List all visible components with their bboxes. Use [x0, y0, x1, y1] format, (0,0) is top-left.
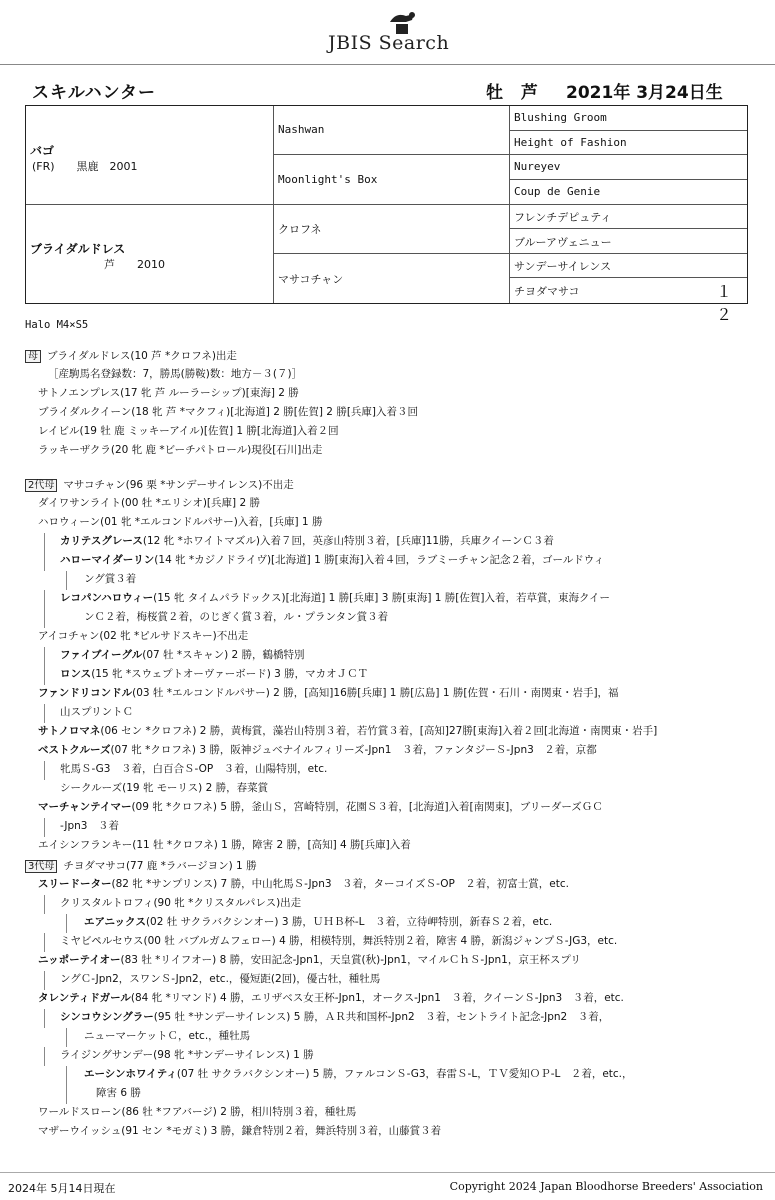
tree-guide [44, 1009, 45, 1028]
sire-name[interactable]: バゴ [30, 144, 55, 158]
g3-2[interactable]: Height of Fashion [514, 136, 627, 149]
record-text: ング賞３着 [84, 573, 137, 585]
family-member-line[interactable] [60, 1009, 609, 1024]
family-member-line[interactable] [60, 704, 133, 719]
dam-info: 芦 2010 [104, 258, 165, 271]
sire-sire[interactable]: Nashwan [278, 123, 325, 136]
g3-section-tag: 3代母 [25, 860, 57, 873]
record-text: ングＣ-Jpn2，スワンＳ-Jpn2，etc.，優短距(2回)，優古牡，種牡馬 [60, 973, 381, 985]
record-text: ダイワサンライト(00 牡 *エリシオ)[兵庫] 2 勝 [38, 497, 260, 509]
family-member-line[interactable] [60, 895, 301, 910]
record-text: クリスタルトロフィ(90 牝 *クリスタルパレス)出走 [60, 897, 302, 909]
tree-guide [44, 933, 45, 952]
footer-date: 2024年 5月14日現在 [8, 1182, 116, 1195]
family-member-line[interactable] [60, 590, 610, 605]
tree-guide [66, 914, 67, 933]
horse-name-bold[interactable]: エーシンホワイティ [84, 1068, 177, 1080]
record-text: (95 牡 *サンデーサイレンス) 5 勝，ＡＲ共和国杯-Jpn2 ３着，セントライト記念-Jpn2 ３着， [153, 1011, 610, 1023]
horse-name-bold[interactable]: レコパンハロウィー [60, 592, 154, 604]
birth-date: 2021年 3月24日生 [566, 83, 723, 103]
family-member-line[interactable] [84, 914, 552, 929]
tree-guide [44, 895, 45, 914]
family-member-line[interactable] [84, 571, 136, 586]
logo-text: JBIS Search [328, 32, 450, 54]
inbreeding-info: Halo M4×S5 [25, 319, 89, 331]
dam-line: ブライダルドレス(10 芦 *クロフネ)出走 [47, 350, 237, 362]
tree-guide [44, 761, 45, 780]
dam-tag: 母 [25, 350, 41, 363]
copyright: Copyright 2024 Japan Bloodhorse Breeders' Association [449, 1180, 763, 1193]
horse-name-bold[interactable]: マーチャンテイマー [38, 801, 132, 813]
record-text: (15 牝 タイムパラドックス)[北海道] 1 勝[兵庫] 3 勝[東海] 1 勝[佐賀]入着，若草賞，東海クイー [153, 592, 610, 604]
record-text: ンＣ２着，梅桜賞２着，のじぎく賞３着，ル・プランタン賞３着 [84, 611, 389, 623]
horse-name-bold[interactable]: カリテスグレース [60, 535, 143, 547]
record-text: マサコチャン(96 栗 *サンデーサイレンス)不出走 [63, 479, 294, 491]
tree-guide [44, 818, 45, 837]
record-text: (07 牡 *スキャン) 2 勝，鶴橋特別 [142, 649, 305, 661]
record-text: (03 牡 *エルコンドルパサー) 2 勝，[高知]16勝[兵庫] 1 勝[広島] 1 勝[佐賀・石川・南関東・岩手]，福 [132, 687, 619, 699]
record-text: (06 セン *クロフネ) 2 勝，黄梅賞，藻岩山特別３着，若竹賞３着，[高知]27勝[東海]入着２回[北海道・南関東・岩手] [100, 725, 658, 737]
family-member-line[interactable] [38, 876, 569, 891]
dam-name[interactable]: ブライダルドレス [30, 242, 126, 256]
record-text: (02 牡 サクラバクシンオー) 3 勝，ＵＨＢ杯-L ３着，立待岬特別，新春Ｓ２着，etc. [145, 916, 553, 928]
family-member-line[interactable] [84, 1028, 250, 1043]
record-text: シークルーズ(19 牝 モーリス) 2 勝，春菜賞 [60, 782, 269, 794]
horse-name-bold[interactable]: サトノロマネ [38, 725, 101, 737]
record-text: エイシンフランキー(11 牡 *クロフネ) 1 勝，障害 2 勝，[高知] 4 勝[兵庫]入着 [38, 839, 411, 851]
g3-7[interactable]: サンデーサイレンス [514, 260, 612, 273]
family-member-line[interactable] [60, 533, 554, 548]
family-member-line[interactable] [38, 837, 411, 852]
tree-guide [44, 590, 45, 609]
tree-guide [66, 1028, 67, 1047]
sire-info: (FR) 黒鹿 2001 [32, 160, 138, 173]
family-member-line[interactable] [38, 685, 619, 700]
record-text: アイコチャン(02 牝 *ピルサドスキー)不出走 [38, 630, 249, 642]
tree-guide [66, 571, 67, 590]
g3-1[interactable]: Blushing Groom [514, 111, 607, 124]
family-member-line[interactable] [38, 1123, 441, 1138]
family-member-line[interactable] [38, 952, 581, 967]
tree-guide [44, 1047, 45, 1066]
tree-guide [44, 704, 45, 723]
family-member-line[interactable] [38, 1104, 356, 1119]
tree-guide [44, 971, 45, 990]
jbis-logo[interactable] [328, 8, 468, 56]
horse-name-bold[interactable]: ニッポーテイオー [38, 954, 121, 966]
family-member-line[interactable] [60, 761, 327, 776]
horse-name-bold[interactable]: ファンドリコンドル [38, 687, 133, 699]
family-member-line[interactable] [60, 780, 268, 795]
record-text: マザーウイッシュ(91 セン *モガミ) 3 勝，鎌倉特別２着，舞浜特別３着，山藤賞３着 [38, 1125, 442, 1137]
record-text: 障害 6 勝 [96, 1087, 141, 1099]
family-member-line[interactable] [84, 609, 388, 624]
record-text: 山スプリントＣ [60, 706, 134, 718]
offspring-line[interactable]: レイビル(19 牡 鹿 ミッキーアイル)[佐賀] 1 勝[北海道]入着２回 [38, 425, 339, 437]
horse-name-bold[interactable]: スリードーター [38, 878, 112, 890]
dam-dam[interactable]: マサコチャン [278, 273, 344, 286]
tree-guide [66, 1066, 67, 1085]
family-member-line[interactable] [38, 799, 603, 814]
g3-section-dam-line [25, 857, 257, 873]
horse-name-bold[interactable]: エアニックス [84, 916, 146, 928]
sire-dam[interactable]: Moonlight's Box [278, 173, 378, 186]
family-member-line[interactable] [60, 552, 604, 567]
family-member-line[interactable] [38, 628, 248, 643]
record-text: (09 牝 *クロフネ) 5 勝，釜山Ｓ，宮崎特別，花園Ｓ３着，[北海道]入着[南関東]，ブリーダーズＧＣ [131, 801, 603, 813]
record-text: (07 牡 サクラバクシンオー) 5 勝，ファルコンＳ-G3，春雷Ｓ-L，ＴＶ愛知ＯＰ-L ２着，etc.， [176, 1068, 633, 1080]
tree-guide [44, 609, 45, 628]
tree-guide [44, 552, 45, 571]
record-text: (07 牝 *クロフネ) 3 勝，阪神ジュベナイルフィリーズ-Jpn1 ３着，ファンタジーＳ-Jpn3 ２着，京都 [110, 744, 597, 756]
record-text: (15 牝 *スウェプトオーヴァーボード) 3 勝，マカオＪＣＴ [91, 668, 369, 680]
family-member-line[interactable] [84, 1066, 633, 1081]
dam-sire[interactable]: クロフネ [278, 223, 322, 236]
g2-section-tag: 2代母 [25, 479, 57, 492]
family-member-line[interactable] [60, 933, 617, 948]
pedigree-table [25, 105, 748, 324]
produce-summary: ［産駒馬名登録数：7，勝馬(勝鞍)数：地方－３(７)］ [48, 368, 303, 380]
sex-color: 牡 芦 [486, 83, 544, 103]
horse-name-bold[interactable]: タレンティドガール [38, 992, 131, 1004]
horse-name-bold[interactable]: ファイブイーグル [60, 649, 143, 661]
record-text: ライジングサンデー(98 牝 *サンデーサイレンス) 1 勝 [60, 1049, 314, 1061]
family-member-line[interactable] [60, 818, 119, 833]
family-member-line[interactable] [38, 495, 260, 510]
horse-name-bold[interactable]: ベストクルーズ [38, 744, 111, 756]
g3-3[interactable]: Nureyev [514, 160, 561, 173]
g3-4[interactable]: Coup de Genie [514, 185, 601, 198]
header-divider [0, 64, 775, 65]
offspring-line[interactable]: サトノエンプレス(17 牝 芦 ルーラーシップ)[東海] 2 勝 [38, 387, 299, 399]
record-text: ワールドスローン(86 牡 *フアバージ) 2 勝，相川特別３着，種牡馬 [38, 1106, 357, 1118]
family-member-line[interactable] [60, 666, 368, 681]
record-text: チヨダマサコ(77 鹿 *ラバージヨン) 1 勝 [63, 860, 257, 872]
g3-6[interactable]: ブルーアヴェニュー [514, 236, 612, 249]
tree-guide [44, 647, 45, 666]
family-member-line[interactable] [60, 971, 380, 986]
horse-name-bold[interactable]: ロンス [60, 668, 92, 680]
record-text: (84 牝 *リマンド) 4 勝，エリザベス女王杯-Jpn1，オークス-Jpn1 ３着，クイーンＳ-Jpn3 ３着，etc. [130, 992, 624, 1004]
tree-guide [44, 533, 45, 552]
family-member-line[interactable] [38, 514, 322, 529]
record-text: -Jpn3 ３着 [60, 820, 119, 832]
record-text: (82 牝 *サンプリンス) 7 勝，中山牝馬Ｓ-Jpn3 ３着，ターコイズＳ-OP ２着，初富士賞，etc. [111, 878, 569, 890]
offspring-line[interactable]: ラッキーザクラ(20 牝 鹿 *ビーチパトロール)現役[石川]出走 [38, 444, 323, 456]
family-member-line[interactable] [38, 990, 624, 1005]
g3-5[interactable]: フレンチデピュティ [514, 211, 612, 224]
family-member-line[interactable] [60, 647, 305, 662]
horse-name-bold[interactable]: ハローマイダーリン [60, 554, 155, 566]
record-text: (83 牡 *リイフオー) 8 勝，安田記念-Jpn1，天皇賞(秋)-Jpn1，マイルＣｈＳ-Jpn1，京王杯スプリ [120, 954, 581, 966]
record-text: (12 牝 *ホワイトマズル)入着７回，英彦山特別３着，[兵庫]11勝，兵庫クイーンＣ３着 [142, 535, 554, 547]
family-member-line[interactable] [96, 1085, 141, 1100]
record-text: ハロウィーン(01 牝 *エルコンドルパサー)入着，[兵庫] 1 勝 [38, 516, 323, 528]
g2-section-dam-line [25, 476, 294, 492]
tree-guide [44, 666, 45, 685]
horse-name: スキルハンター [32, 83, 156, 103]
footer-divider [0, 1172, 775, 1173]
family-member-line[interactable] [60, 1047, 314, 1062]
horse-name-bold[interactable]: シンコウシングラー [60, 1011, 154, 1023]
record-text: (14 牝 *カジノドライヴ)[北海道] 1 勝[東海]入着４回，ラブミーチャン記念２着，ゴールドウィ [154, 554, 605, 566]
g3-8[interactable]: チヨダマサコ [514, 285, 580, 298]
tree-guide [66, 1085, 67, 1104]
family-member-line[interactable] [38, 723, 657, 738]
offspring-line[interactable]: ブライダルクイーン(18 牝 芦 *マクフィ)[北海道] 2 勝[佐賀] 2 勝[兵庫]入着３回 [38, 406, 419, 418]
family-number: １２ [716, 282, 733, 324]
record-text: ニューマーケットＣ，etc.，種牡馬 [84, 1030, 251, 1042]
record-text: 牝馬Ｓ-G3 ３着，白百合Ｓ-OP ３着，山陽特別，etc. [60, 763, 328, 775]
record-text: ミヤビペルセウス(00 牡 バブルガムフェロー) 4 勝，相模特別，舞浜特別２着，障害 4 勝，新潟ジャンプＳ-JG3，etc. [60, 935, 618, 947]
family-member-line[interactable] [38, 742, 597, 757]
